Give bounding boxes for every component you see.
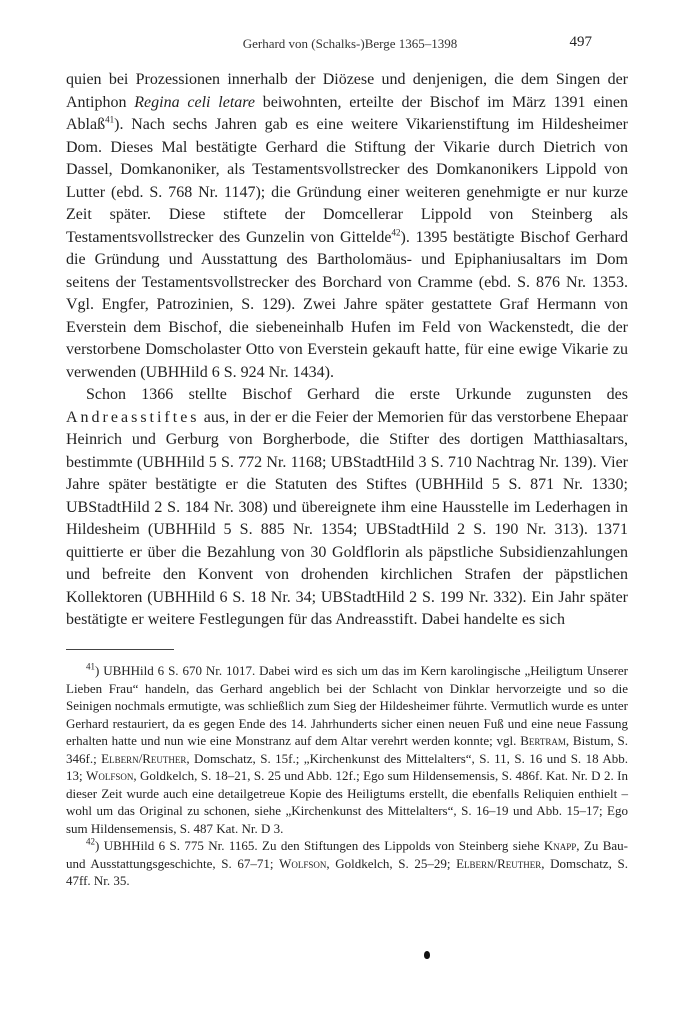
page-number: 497 [569,34,592,50]
text-run: Schon 1366 stellte Bischof Gerhard die erste Urkunde zugunsten des [86,386,628,403]
text-run: ). 1395 bestätigte Bischof Gerhard die Gründung und Ausstattung des Bartholomäus- und Epiphaniusaltars im Dom seitens der Testamentsvollstrecker des Borchard von Cramme (ebd. S. 876 Nr. 1353. Vgl. Engfer, Patrozinien, S. 129). Zwei Jahre später gestattete Graf Hermann von Everstein dem Bischof, die siebeneinhalb Hufen im Feld von Wackenstedt, die der verstorbene Domscholaster Otto von Everstein gekauft hatte, für eine ewige Vikarie zu verwenden (UBHHild 6 S. 924 Nr. 1434). [66,228,628,381]
spaced-term: Andreasstiftes [66,408,200,426]
footnotes [66,662,628,890]
text-run: aus, in der er die Feier der Memorien für das verstorbene Ehepaar Heinrich und Gerburg von Borgherbode, die Stifter des dortigen Matthiasaltars, bestimmte (UBHHild 5 S. 772 Nr. 1168; UBStadtHild 3 S. 710 Nachtrag Nr. 139). Vier Jahre später bestätigte er die Statuten des Stiftes (UBHHild 5 S. 871 Nr. 1330; UBStadtHild 2 S. 184 Nr. 308) und übereignete ihm eine Hausstelle im Lederhagen in Hildesheim (UBHHild 5 S. 885 Nr. 1354; UBStadtHild 2 S. 190 Nr. 313). 1371 quittierte er über die Bezahlung von 30 Goldflorin als päpstliche Subsidienzahlungen und befreite den Konvent von drohenden kirchlichen Strafen der päpstlichen Kollektoren (UBHHild 6 S. 18 Nr. 34; UBStadtHild 2 S. 199 Nr. 332). Ein Jahr später bestätigte er weitere Festlegungen für das Andreasstift. Dabei handelte es sich [66,408,628,628]
author-name: Elbern/Reuther [456,855,542,871]
paragraph-2 [66,384,628,632]
text-run: quien bei Prozessionen innerhalb der Diözese und denjenigen, die dem Singen der Antiphon [66,71,628,111]
running-head [0,34,700,56]
footnote-41 [66,662,628,837]
text-run: , Domschatz, S. 15f.; „Kirchenkunst des Mittelalters“, S. 11, S. 16 und S. 18 Abb. 13; [66,750,628,783]
text-run: , Goldkelch, S. 25–29; [326,855,457,871]
text-run: , Bistum, S. 346f.; [66,733,629,766]
text-run: , Goldkelch, S. 18–21, S. 25 und Abb. 12f.; Ego sum Hildensemensis, S. 486f. Kat. Nr. D 2. In dieser Zeit wurde auch eine detailgetreue Kopie des Heiligtums erstellt, die ebenfalls Reliquien enthielt – wohl um das Original zu schonen, siehe „Kirchenkunst des Mittelalters“, S. 16–19 und Abb. 15–17; Ego sum Hildensemensis, S. 487 Kat. Nr. D 3. [66,768,628,836]
body-text [66,69,628,632]
footnote-number: 42 [86,836,95,847]
author-name: Elbern/Reuther [101,750,187,766]
footnote-ref-41[interactable]: 41 [105,114,115,125]
footnote-42 [66,837,628,890]
text-run: beiwohnten, erteilte der Bischof im März 1391 einen Ablaß [66,93,628,133]
footnote-ref-42[interactable]: 42 [391,227,401,238]
author-name: Wolfson [86,768,134,783]
antiphon-title: Regina celi letare [134,93,255,111]
author-name: Bertram [520,733,566,748]
running-title: Gerhard von (Schalks-)Berge 1365–1398 [242,36,458,51]
author-name: Knapp [543,838,577,853]
text-run: ) UBHHild 6 S. 670 Nr. 1017. Dabei wird es sich um das im Kern karolingische „Heiligtum Unserer Lieben Frau“ handeln, das Gerhard angeblich bei der Schlacht von Dinklar hervorzeigte und so die Seinigen nochmals ermutigte, was schließlich zum Sieg der Hildesheimer führte. Vermutlich wurde es unter Gerhard restauriert, da es gegen Ende des 14. Jahrhunderts sicher einen neuen Fuß und eine neue Fassung erhalten hatte und nun wie eine Monstranz auf dem Altar verehrt werden konnte; vgl. [66,663,628,748]
text-run: , Domschatz, S. 47ff. Nr. 35. [66,855,628,888]
paragraph-1 [66,69,628,384]
text-run: ) UBHHild 6 S. 775 Nr. 1165. Zu den Stiftungen des Lippolds von Steinberg siehe [95,838,544,853]
text-run: ). Nach sechs Jahren gab es eine weitere Vikarienstiftung im Hildesheimer Dom. Dieses Mal bestätigte Gerhard die Stiftung der Vikarie durch Dietrich von Dassel, Domkanoniker, als Testamentsvollstrecker des Domkanonikers Lippold von Lutter (ebd. S. 768 Nr. 1147); die Gründung einer weiteren genehmigte er nur kurze Zeit später. Diese stiftete der Domcellerar Lippold von Steinberg als Testamentsvollstrecker des Gunzelin von Gittelde [66,116,628,246]
ink-mark [424,951,430,959]
footnote-rule [66,649,174,650]
author-name: Wolfson [279,855,327,871]
footnote-number: 41 [86,661,95,672]
text-run: , Zu Bau- und Ausstattungsgeschichte, S. 67–71; [66,838,628,871]
